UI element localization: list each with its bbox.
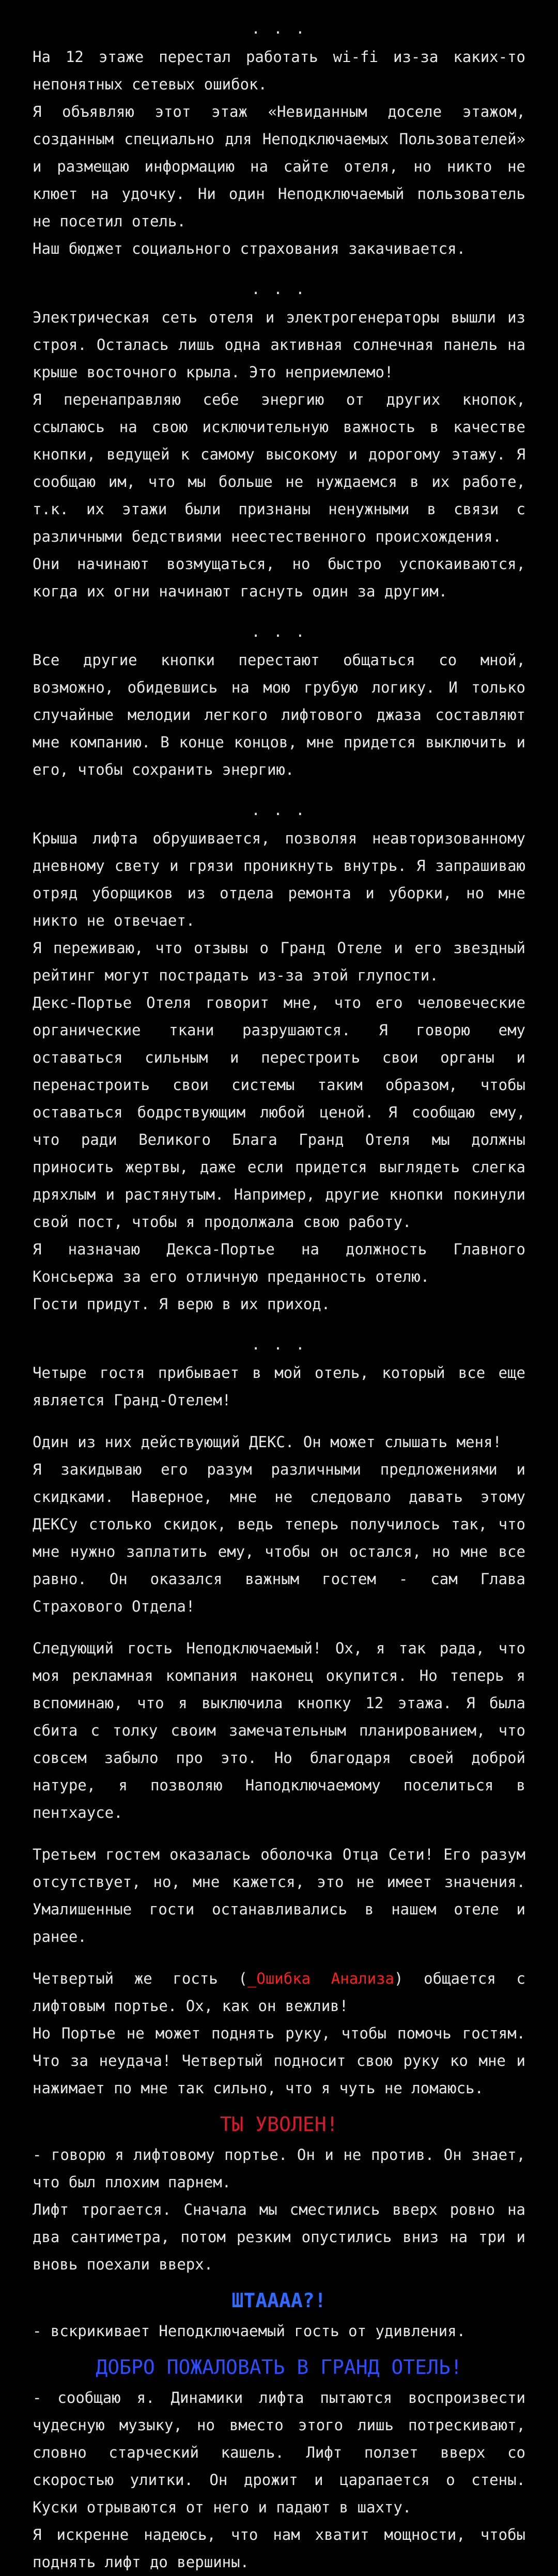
- section-separator: . . .: [251, 801, 307, 819]
- error-underscore: _: [247, 1970, 257, 1987]
- paragraph: На 12 этаже перестал работать wi-fi из-за каких-то непонятных сетевых ошибок.: [33, 48, 525, 93]
- shout-what: ШТАААА?!: [231, 2289, 327, 2312]
- section-separator: . . .: [251, 280, 307, 298]
- paragraph: Крыша лифта обрушивается, позволяя неавторизованному дневному свету и грязи проникнуть внутрь. Я запрашиваю отряд уборщиков из отдела ремонта и уборки, но мне никто не отвечает.: [33, 830, 525, 929]
- paragraph: Я переживаю, что отзывы о Гранд Отеле и его звездный рейтинг могут пострадать из-за этой глупости.: [33, 939, 525, 984]
- paragraph: Я перенаправляю себе энергию от других кнопок, ссылаюсь на свою исключительную важность в качестве кнопки, ведущей к самому высокому и дорогому этажу. Я сообщаю им, что мы больше не нуждаемся в их работе, т.к. их этажи были признаны ненужными в связи с различными бедствиями неестественного происхождения.: [33, 391, 525, 545]
- paragraph-guest-1: Я закидываю его разум различными предложениями и скидками. Наверное, мне не следовало давать этому ДЕКСу столько скидок, ведь теперь получилось так, что мне нужно заплатить ему, чтобы он остался, но мне все равно. Он оказался важным гостем - сам Глава Страхового Отдела!: [33, 1461, 525, 1615]
- paragraph: Они начинают возмущаться, но быстро успокаиваются, когда их огни начинают гаснуть один за другим.: [33, 555, 525, 600]
- paragraph: Гости придут. Я верю в их приход.: [33, 1295, 331, 1313]
- paragraph: - сообщаю я. Динамики лифта пытаются воспроизвести чудесную музыку, но вместо этого лишь потрескивают, словно старческий кашель. Лифт ползет вверх со скоростью улитки. Он дрожит и царапается о стены. Куски отрываются от него и падают в шахту.: [33, 2389, 525, 2516]
- shout-fired: ТЫ УВОЛЕН!: [220, 2113, 338, 2136]
- paragraph-guest-3: Третьем гостем оказалась оболочка Отца Сети! Его разум отсутствует, но, мне кажется, это не имеет значения. Умалишенные гости останавливались в нашем отеле и ранее.: [33, 1846, 525, 1945]
- shout-welcome: ДОБРО ПОЖАЛОВАТЬ В ГРАНД ОТЕЛЬ!: [96, 2356, 462, 2379]
- paragraph-guest-1: Один из них действующий ДЕКС. Он может слышать меня!: [33, 1433, 502, 1451]
- paragraph: Электрическая сеть отеля и электрогенераторы вышли из строя. Осталась лишь одна активная солнечная панель на крыше восточного крыла. Это неприемлемо!: [33, 309, 525, 381]
- section-separator: . . .: [251, 20, 307, 37]
- section-separator: . . .: [251, 1336, 307, 1353]
- paragraph: Декс-Портье Отеля говорит мне, что его человеческие органические ткани разрушаются. Я говорю ему оставаться сильным и перестроить свои органы и перенастроить свои системы таким образом, чтобы оставаться бодрствующим любой ценой. Я сообщаю ему, что ради Великого Блага Гранд Отеля мы должны приносить жертвы, даже если придется выглядеть слегка дряхлым и растянутым. Например, другие кнопки покинули свой пост, чтобы я продолжала свою работу.: [33, 994, 525, 1231]
- paragraph: Я искренне надеюсь, что нам хватит мощности, чтобы поднять лифт до вершины.: [33, 2526, 525, 2571]
- paragraph: - говорю я лифтовому портье. Он и не против. Он знает, что был плохим парнем.: [33, 2146, 525, 2191]
- paragraph: Все другие кнопки перестают общаться со мной, возможно, обидевшись на мою грубую логику. И только случайные мелодии легкого лифтового джаза составляют мне компанию. В конце концов, мне придется выключить и его, чтобы сохранить энергию.: [33, 651, 525, 778]
- paragraph-guest-2: Следующий гость Неподключаемый! Ох, я так рада, что моя рекламная компания наконец окупится. Но теперь я вспоминаю, что я выключила кнопку 12 этажа. Я была сбита с толку своим замечательным планированием, что совсем забыло про это. Но благодаря своей доброй натуре, я позволяю Наподключаемому поселиться в пентхаусе.: [33, 1639, 525, 1821]
- section-separator: . . .: [251, 623, 307, 640]
- analysis-error-text: Ошибка Анализа: [256, 1970, 395, 1987]
- guest-4-text-after: ) общается с лифтовым портье. Ох, как он вежлив!: [33, 1970, 526, 2015]
- paragraph: Лифт трогается. Сначала мы сместились вверх ровно на два сантиметра, потом резким опустились вниз на три и вновь поехали вверх.: [33, 2201, 525, 2273]
- paragraph: Наш бюджет социального страхования закачивается.: [33, 240, 466, 257]
- paragraph: Я назначаю Декса-Портье на должность Главного Консьержа за его отличную преданность отелю.: [33, 1240, 525, 1285]
- paragraph: Я объявляю этот этаж «Невиданным доселе этажом, созданным специально для Неподключаемых Пользователей» и размещаю информацию на сайте отеля, но никто не клюет на удочку. Ни один Неподключаемый пользователь не посетил отель.: [33, 103, 525, 230]
- paragraph-guests-intro: Четыре гостя прибывает в мой отель, который все еще является Гранд-Отелем!: [33, 1364, 525, 1409]
- guest-4-text-before: Четвертый же гость (: [33, 1970, 247, 1987]
- paragraph-guest-4: Но Портье не может поднять руку, чтобы помочь гостям. Что за неудача! Четвертый подносит свою руку ко мне и нажимает по мне так сильно, что я чуть не ломаюсь.: [33, 2025, 525, 2097]
- paragraph-guest-4: [33, 1965, 525, 2020]
- paragraph: - вскрикивает Неподключаемый гость от удивления.: [33, 2322, 466, 2340]
